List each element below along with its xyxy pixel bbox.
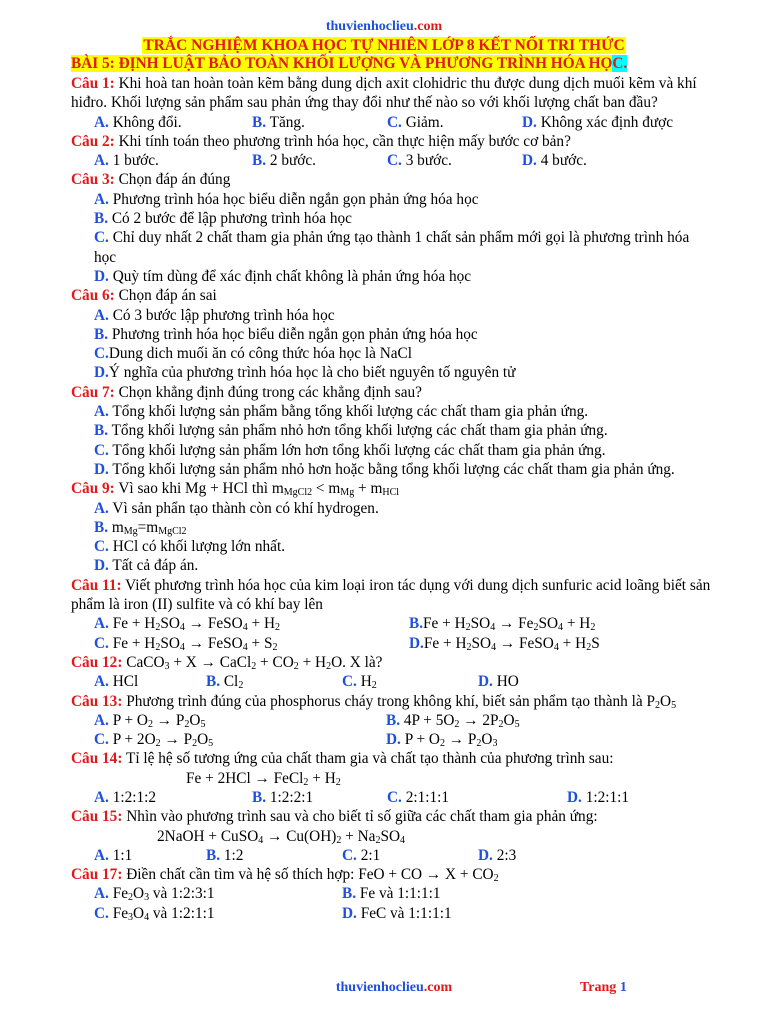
option-d[interactable]: D. HO: [478, 673, 519, 691]
option-b[interactable]: B. Fe và 1:1:1:1: [342, 885, 441, 903]
option-c[interactable]: C. Giảm.: [387, 113, 444, 131]
option-c[interactable]: C. 2:1: [342, 846, 381, 864]
option-b[interactable]: B. Tăng.: [252, 113, 305, 131]
option-b[interactable]: B. 2 bước.: [252, 152, 316, 170]
question-15: Câu 15: Nhìn vào phương trình sau và cho biết tỉ số giữa các chất tham gia phản ứng:: [71, 808, 598, 826]
question-14-options: [94, 788, 711, 807]
question-1-options: [94, 113, 711, 132]
title-line-2: BÀI 5: ĐỊNH LUẬT BẢO TOÀN KHỐI LƯỢNG VÀ PHƯƠNG TRÌNH HÓA HỌC.: [71, 55, 628, 72]
question-14: Câu 14: Tỉ lệ hệ số tương ứng của chất tham gia và chất tạo thành của phương trình sau:: [71, 750, 614, 768]
option-c[interactable]: C. Tổng khối lượng sản phẩm lớn hơn tổng khối lượng các chất tham gia phản ứng.: [94, 441, 606, 459]
question-13: Câu 13: Phương trình đúng của phosphorus cháy trong không khí, biết sản phẩm tạo thành là $P_2O_5$: [71, 692, 677, 711]
question-13-options-cd: [94, 730, 711, 749]
question-6: Câu 6: Chọn đáp án sai: [71, 287, 217, 305]
question-7: Câu 7: Chọn khẳng định đúng trong các khẳng định sau?: [71, 383, 422, 401]
option-a[interactable]: A. 1:2:1:2: [94, 788, 157, 806]
option-a[interactable]: A. $P + O_2 \to P_2O_5$: [94, 711, 206, 730]
question-12: Câu 12: CaCO$_3$ + X → CaCl$_2$ + $CO_2 + H_2O$. X là?: [71, 653, 383, 672]
option-d[interactable]: D. Không xác định được: [522, 113, 674, 131]
question-11-options-ab: [94, 614, 711, 633]
option-a[interactable]: A. Tổng khối lượng sản phẩm bằng tổng khối lượng các chất tham gia phản ứng.: [94, 403, 589, 421]
question-3: Câu 3: Chọn đáp án đúng: [71, 171, 231, 189]
option-d[interactable]: D. FeC và 1:1:1:1: [342, 904, 452, 922]
option-d[interactable]: D. Tất cả đáp án.: [94, 557, 199, 575]
option-c[interactable]: C. $Fe + H_2SO_4$ → FeSO$_4$ + $S_2$: [94, 634, 278, 653]
option-b[interactable]: B. $Cl_2$: [206, 673, 244, 692]
question-17-options-ab: [94, 884, 711, 903]
option-b[interactable]: B. Có 2 bước để lập phương trình hóa học: [94, 210, 352, 228]
option-c[interactable]: C. $P + 2O_2 \to P_2O_5$: [94, 731, 214, 750]
option-d[interactable]: D.Ý nghĩa của phương trình hóa học là cho biết nguyên tố nguyên tử: [94, 364, 516, 382]
question-15-options: [94, 846, 711, 865]
option-b[interactable]: B. Tổng khối lượng sản phẩm nhỏ hơn tổng khối lượng các chất tham gia phản ứng.: [94, 422, 608, 440]
option-d[interactable]: D. $P + O_2 \to P_2O_3$: [386, 731, 498, 750]
question-17-options-cd: [94, 904, 711, 923]
option-d[interactable]: D. 2:3: [478, 846, 517, 864]
option-b[interactable]: B. 1:2:2:1: [252, 788, 314, 806]
header-site-name[interactable]: thuvienhoclieu.com: [325, 19, 443, 34]
option-a[interactable]: A. $Fe + H_2SO_4$ → FeSO$_4$ + $H_2$: [94, 615, 281, 634]
option-d[interactable]: D. 1:2:1:1: [567, 788, 630, 806]
equation-14: Fe + 2HCl → FeCl$_2$ + $H_2$: [186, 769, 341, 788]
option-b[interactable]: $B.Fe + H_2SO_4 \to Fe_2SO_4 + H_2$: [409, 615, 596, 634]
question-2-options: [94, 151, 711, 170]
option-b[interactable]: B. Phương trình hóa học biểu diễn ngắn gọn phản ứng hóa học: [94, 325, 478, 343]
option-c[interactable]: C. $Fe_3O_4$ và 1:2:1:1: [94, 904, 215, 923]
option-a[interactable]: A. $Fe_2O_3$ và 1:2:3:1: [94, 885, 215, 904]
question-9: Câu 9: Vì sao khi Mg + HCl thì $m_{MgCl2} < m_{Mg} + m_{HCl}$: [71, 480, 400, 499]
option-c[interactable]: C. Chỉ duy nhất 2 chất tham gia phản ứng tạo thành 1 chất sản phẩm mới gọi là phương trình hóa học: [94, 229, 690, 266]
option-c[interactable]: C. 2:1:1:1: [387, 788, 450, 806]
option-b[interactable]: B. $4P + 5O_2 \to 2P_2O_5$: [386, 711, 520, 730]
option-c[interactable]: C.Dung dich muối ăn có công thức hóa học là NaCl: [94, 345, 412, 363]
equation-15: 2NaOH + CuSO$_4$ → $Cu(OH)_2 + Na_2SO_4$: [157, 827, 406, 846]
option-a[interactable]: A. Không đổi.: [94, 113, 182, 131]
option-d[interactable]: $D.Fe + H_2SO_4$ → FeSO$_4$ + $H_2S$: [409, 634, 600, 653]
option-c[interactable]: C. $H_2$: [342, 673, 377, 692]
page-number: Trang 1: [580, 980, 627, 995]
option-d[interactable]: D. Tổng khối lượng sản phẩm nhỏ hơn hoặc bằng tổng khối lượng các chất tham gia phản ứng.: [94, 460, 675, 478]
question-11: Câu 11: Viết phương trình hóa học của kim loại iron tác dụng với dung dịch sunfuric acid loãng biết sản phẩm là iron (II) sulfite và có khí bay lên: [71, 576, 711, 614]
option-b[interactable]: B. $m_{Mg}=m_{MgCl2}$: [94, 518, 187, 537]
question-2: Câu 2: Khi tính toán theo phương trình hóa học, cần thực hiện mấy bước cơ bản?: [71, 132, 571, 150]
question-13-options-ab: [94, 711, 711, 730]
question-11-options-cd: [94, 634, 711, 653]
option-a[interactable]: A. 1 bước.: [94, 152, 159, 170]
question-17: Câu 17: Điền chất cần tìm và hệ số thích hợp: FeO + CO → $X + CO_2$: [71, 866, 499, 885]
question-1: Câu 1: Khi hoà tan hoàn toàn kẽm bằng dung dịch axit clohidric thu được dung dịch muối kẽm và khí hiđro. Khối lượng sản phẩm sau phản ứng thay đổi như thế nào so với khối lượng chất ban đầu?: [71, 75, 697, 112]
option-a[interactable]: A. Vì sản phẩn tạo thành còn có khí hydrogen.: [94, 499, 379, 517]
question-list: [71, 74, 711, 923]
option-d[interactable]: D. Quỳ tím dùng để xác định chất không là phản ứng hóa học: [94, 267, 472, 285]
option-c[interactable]: C. HCl có khối lượng lớn nhất.: [94, 538, 286, 556]
question-12-options: [94, 672, 711, 691]
option-a[interactable]: A. HCl: [94, 673, 139, 691]
option-c[interactable]: C. 3 bước.: [387, 152, 452, 170]
option-d[interactable]: D. 4 bước.: [522, 152, 587, 170]
option-a[interactable]: A. 1:1: [94, 846, 133, 864]
title-line-1: TRẮC NGHIỆM KHOA HỌC TỰ NHIÊN LỚP 8 KẾT NỐI TRI THỨC: [143, 37, 625, 54]
footer-site-name[interactable]: thuvienhoclieu.com: [335, 980, 453, 995]
option-b[interactable]: B. 1:2: [206, 846, 244, 864]
option-a[interactable]: A. Có 3 bước lập phương trình hóa học: [94, 306, 335, 324]
option-a[interactable]: A. Phương trình hóa học biểu diễn ngắn gọn phản ứng hóa học: [94, 190, 479, 208]
